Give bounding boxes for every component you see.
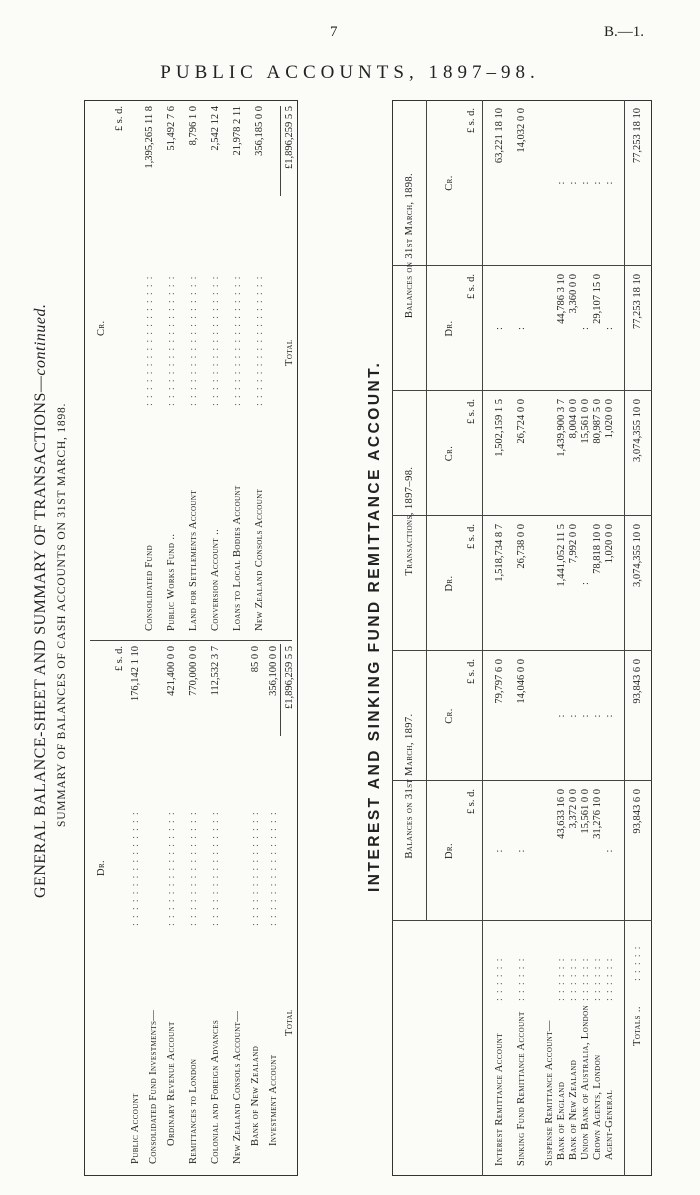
money-head: £ s. d. (466, 399, 477, 425)
cr-row-label: New Zealand Consols Account (254, 488, 265, 631)
balance-sheet-subtitle: SUMMARY OF BALANCES OF CASH ACCOUNTS ON 31ST MARCH, 1898. (56, 402, 68, 827)
totals-value: 77,253 18 10 (632, 108, 643, 164)
page-number: 7 (330, 24, 338, 40)
leader-dots: :::::: (516, 953, 527, 1001)
dr-row-value: 421,400 0 0 (166, 646, 177, 696)
row-value: 80,987 5 0 (592, 399, 603, 444)
totals-rule (624, 100, 625, 1176)
col-label-cr: Cr. (444, 708, 455, 724)
row-label: Interest Remittance Account (494, 1033, 505, 1166)
dr-row-label: Public Account (130, 1093, 141, 1164)
totals-label: Totals .. (632, 1006, 643, 1046)
cr-row-label: Conversion Account .. (210, 528, 221, 631)
cr-row-label: Public Works Fund .. (166, 533, 177, 631)
leader-dots: ::::::::::::::: (130, 807, 141, 926)
dr-row-label: Consolidated Fund Investments— (148, 1009, 159, 1164)
cr-row-label: Loans to Local Bodies Account (232, 485, 243, 631)
cr-row-value: 51,492 7 6 (166, 106, 177, 151)
empty-cell-colon: : (516, 327, 527, 330)
money-head: £ s. d. (466, 524, 477, 550)
dr-total-label: Total (284, 1009, 295, 1036)
leader-dots: :::::: (592, 953, 603, 1001)
dr-row-value: 112,532 3 7 (210, 646, 221, 696)
empty-cell-colon: : (556, 714, 567, 718)
page-title: PUBLIC ACCOUNTS, 1897–98. (160, 62, 540, 83)
leader-dots: :::::: (604, 953, 615, 1001)
cr-row-label: Land for Settlements Account (188, 490, 199, 631)
balance-sheet-title-main: GENERAL BALANCE-SHEET AND SUMMARY OF TRANSACTIONS— (32, 375, 49, 898)
leader-dots: ::::::::::::::::: (232, 271, 243, 406)
totals-value: 3,074,355 10 0 (632, 524, 643, 587)
empty-cell-colon: : (580, 327, 591, 330)
column-divider (90, 640, 292, 641)
totals-value: 93,843 6 0 (632, 659, 643, 704)
col-label-cr: Cr. (444, 175, 455, 191)
row-value: 1,502,159 1 5 (494, 399, 505, 457)
group-header-1897: Balances on 31st March, 1897. (404, 713, 415, 859)
cr-row-value: 21,978 2 11 (232, 106, 243, 156)
row-value: 14,046 0 0 (516, 659, 527, 704)
row-value: 8,004 0 0 (568, 399, 579, 439)
cr-row-value: 8,796 1 0 (188, 106, 199, 146)
money-head: £ s. d. (114, 106, 125, 132)
row-value: 31,276 10 0 (592, 789, 603, 839)
cr-row-value: 1,395,265 11 8 (144, 106, 155, 169)
money-head: £ s. d. (466, 274, 477, 300)
leader-dots: ::::::::::::::::: (254, 271, 265, 406)
empty-cell-colon: : (516, 849, 527, 853)
empty-cell-colon: : (580, 714, 591, 718)
leader-dots: ::::::::::::::::: (166, 271, 177, 406)
empty-cell-colon: : (494, 327, 505, 330)
cr-total-label: Total (284, 339, 295, 366)
col-label-cr: Cr. (444, 445, 455, 462)
leader-dots: ::::: (632, 941, 643, 981)
row-value: 26,724 0 0 (516, 399, 527, 444)
leader-dots: ::::::::::::::: (210, 807, 221, 926)
row-value: 1,441,052 11 5 (556, 524, 567, 587)
empty-cell-colon: : (580, 181, 591, 185)
col-label-dr: Dr. (444, 575, 455, 592)
cr-label: Cr. (96, 320, 107, 336)
row-value: 15,561 0 0 (580, 399, 591, 444)
row-value: 63,221 18 10 (494, 108, 505, 164)
row-value: 15,561 0 0 (580, 789, 591, 834)
remittance-grid (392, 100, 652, 1176)
row-value: 29,107 15 0 (592, 274, 603, 324)
row-value: 1,439,900 3 7 (556, 399, 567, 457)
row-value: 3,372 0 0 (568, 789, 579, 829)
money-head: £ s. d. (466, 789, 477, 815)
empty-cell-colon: : (556, 181, 567, 185)
row-label: Union Bank of Australia, London (580, 1004, 591, 1160)
row-value: 14,032 0 0 (516, 108, 527, 153)
header-rule (426, 100, 427, 921)
totals-value: 77,253 18 10 (632, 274, 643, 330)
empty-cell-colon: : (604, 181, 615, 185)
leader-dots: ::::::::::::::: (250, 807, 261, 926)
row-value: 78,818 10 0 (592, 524, 603, 574)
leader-dots: ::::::::::::::::: (144, 271, 155, 406)
total-rule (280, 644, 281, 736)
empty-cell-colon: : (568, 181, 579, 185)
row-value: 79,797 6 0 (494, 659, 505, 704)
dr-row-value: 85 0 0 (250, 646, 261, 673)
cr-row-value: 356,185 0 0 (254, 106, 265, 156)
empty-cell-colon: : (604, 327, 615, 330)
row-label: Bank of England (556, 1081, 567, 1160)
dr-row-label: Bank of New Zealand (250, 1045, 261, 1146)
row-label: Sinking Fund Remittance Account (516, 1011, 527, 1166)
totals-value: 3,074,355 10 0 (632, 399, 643, 462)
empty-cell-colon: : (494, 849, 505, 853)
col-label-dr: Dr. (444, 842, 455, 860)
totals-value: 93,843 6 0 (632, 789, 643, 834)
row-label: Bank of New Zealand (568, 1059, 579, 1160)
row-value: 26,738 0 0 (516, 524, 527, 569)
cr-total-value: £1,896,259 5 5 (284, 106, 295, 169)
leader-dots: :::::: (556, 953, 567, 1001)
dr-label: Dr. (96, 859, 107, 876)
leader-dots: ::::::::::::::: (166, 807, 177, 926)
total-rule (280, 106, 281, 196)
leader-dots: ::::::::::::::::: (210, 271, 221, 406)
row-value: 44,786 3 10 (556, 274, 567, 324)
row-label: Crown Agents, London (592, 1054, 603, 1160)
money-head: £ s. d. (466, 659, 477, 685)
row-label: Agent-General (604, 1089, 615, 1160)
empty-cell-colon: : (580, 582, 591, 585)
dr-total-value: £1,896,259 5 5 (284, 646, 295, 709)
cr-row-label: Consolidated Fund (144, 544, 155, 631)
leader-dots: :::::: (580, 953, 591, 1001)
dr-row-label: Investment Account (268, 1054, 279, 1146)
remittance-heading: INTEREST AND SINKING FUND REMITTANCE ACCOUNT. (366, 360, 383, 892)
dr-row-label: Remittances to London (188, 1058, 199, 1164)
money-head: £ s. d. (114, 646, 125, 672)
row-value: 1,020 0 0 (604, 524, 615, 564)
leader-dots: ::::::::::::::: (188, 807, 199, 926)
dr-row-label: New Zealand Consols Account— (232, 1010, 243, 1164)
money-head: £ s. d. (466, 108, 477, 134)
row-value: 1,518,734 8 7 (494, 524, 505, 582)
leader-dots: ::::::::::::::::: (188, 271, 199, 406)
dr-row-value: 770,000 0 0 (188, 646, 199, 696)
dr-row-value: 176,142 1 10 (130, 646, 141, 702)
group-header-trans: Transactions, 1897–98. (404, 466, 415, 576)
row-value: 3,360 0 0 (568, 274, 579, 314)
row-label: Suspense Remittance Account— (544, 1020, 555, 1166)
header-rule (482, 100, 483, 1176)
row-value: 43,633 16 0 (556, 789, 567, 839)
dr-row-label: Ordinary Revenue Account (166, 1021, 177, 1146)
empty-cell-colon: : (592, 714, 603, 718)
empty-cell-colon: : (568, 714, 579, 718)
dr-row-label: Colonial and Foreign Advances (210, 1019, 221, 1164)
document-code: B.—1. (604, 24, 645, 40)
balance-sheet-title-continued: continued. (32, 303, 49, 376)
empty-cell-colon: : (604, 714, 615, 718)
col-label-dr: Dr. (444, 320, 455, 337)
empty-cell-colon: : (592, 181, 603, 185)
leader-dots: ::::::::::::::: (268, 807, 279, 926)
row-value: 1,020 0 0 (604, 399, 615, 439)
leader-dots: :::::: (568, 953, 579, 1001)
group-header-1898: Balances on 31st March, 1898. (404, 172, 415, 319)
leader-dots: :::::: (494, 953, 505, 1001)
cr-row-value: 2,542 12 4 (210, 106, 221, 151)
balance-sheet-title (32, 304, 50, 898)
balance-sheet-grid (84, 100, 298, 1176)
row-value: 7,992 0 0 (568, 524, 579, 564)
dr-row-value: 356,100 0 0 (268, 646, 279, 696)
empty-cell-colon: : (604, 849, 615, 853)
